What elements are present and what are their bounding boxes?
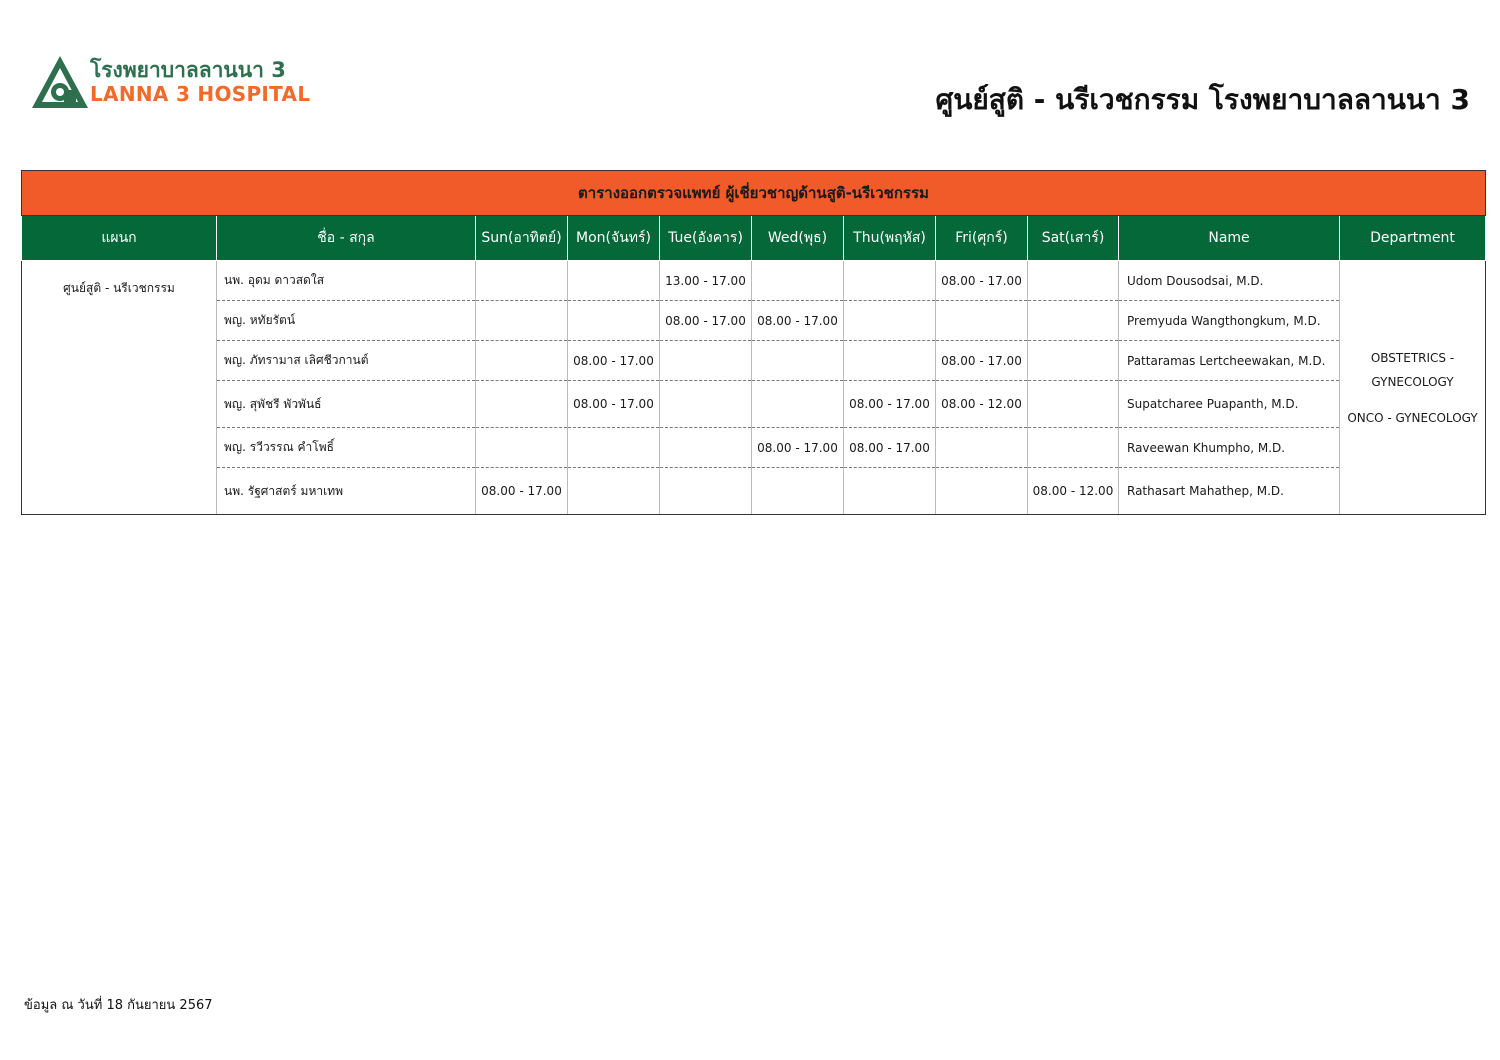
schedule-sun — [476, 301, 568, 341]
table-row — [22, 341, 1486, 381]
doctor-schedule-table — [21, 170, 1486, 515]
schedule-sun: 08.00 - 17.00 — [476, 468, 568, 515]
header-tue: Tue(อังคาร) — [660, 216, 752, 261]
schedule-wed: 08.00 - 17.00 — [752, 428, 844, 468]
schedule-sat — [1028, 261, 1119, 301]
header-dept-thai: แผนก — [22, 216, 217, 261]
doctor-name-thai: นพ. อุดม ดาวสดใส — [217, 261, 476, 301]
doctor-name-english: Premyuda Wangthongkum, M.D. — [1119, 301, 1340, 341]
schedule-sat — [1028, 428, 1119, 468]
table-row — [22, 468, 1486, 515]
schedule-tue — [660, 341, 752, 381]
schedule-mon — [568, 468, 660, 515]
schedule-wed — [752, 261, 844, 301]
schedule-mon — [568, 261, 660, 301]
hospital-logo — [30, 52, 330, 112]
schedule-thu — [844, 341, 936, 381]
doctor-name-english: Raveewan Khumpho, M.D. — [1119, 428, 1340, 468]
schedule-sat: 08.00 - 12.00 — [1028, 468, 1119, 515]
hospital-a-logo-icon — [30, 54, 90, 110]
department-english-line-2: GYNECOLOGY — [1371, 374, 1454, 389]
doctor-name-thai: พญ. รวีวรรณ คำโพธิ์ — [217, 428, 476, 468]
table-row — [22, 381, 1486, 428]
header-name-thai: ชื่อ - สกุล — [217, 216, 476, 261]
department-english-line-3: ONCO - GYNECOLOGY — [1347, 410, 1478, 425]
schedule-tue — [660, 468, 752, 515]
department-english-cell — [1340, 261, 1486, 515]
schedule-tue — [660, 381, 752, 428]
schedule-tue — [660, 428, 752, 468]
department-english-line-1: OBSTETRICS - — [1370, 350, 1455, 365]
doctor-name-thai: พญ. ภัทรามาส เลิศชีวกานต์ — [217, 341, 476, 381]
schedule-thu: 08.00 - 17.00 — [844, 428, 936, 468]
schedule-tue: 08.00 - 17.00 — [660, 301, 752, 341]
header-name-english: Name — [1119, 216, 1340, 261]
schedule-mon — [568, 428, 660, 468]
header-mon: Mon(จันทร์) — [568, 216, 660, 261]
header-sat: Sat(เสาร์) — [1028, 216, 1119, 261]
schedule-fri — [936, 428, 1028, 468]
doctor-name-english: Udom Dousodsai, M.D. — [1119, 261, 1340, 301]
schedule-thu — [844, 468, 936, 515]
table-row — [22, 301, 1486, 341]
table-row — [22, 428, 1486, 468]
schedule-wed: 08.00 - 17.00 — [752, 301, 844, 341]
schedule-mon — [568, 301, 660, 341]
schedule-sun — [476, 381, 568, 428]
table-banner: ตารางออกตรวจแพทย์ ผู้เชี่ยวชาญด้านสูติ-นรีเวชกรรม — [22, 171, 1486, 216]
schedule-sat — [1028, 341, 1119, 381]
schedule-thu: 08.00 - 17.00 — [844, 381, 936, 428]
schedule-sun — [476, 261, 568, 301]
schedule-sun — [476, 341, 568, 381]
logo-name-english: LANNA 3 HOSPITAL — [90, 82, 311, 106]
table-row — [22, 261, 1486, 301]
schedule-wed — [752, 341, 844, 381]
schedule-fri — [936, 468, 1028, 515]
doctor-name-english: Pattaramas Lertcheewakan, M.D. — [1119, 341, 1340, 381]
schedule-tue: 13.00 - 17.00 — [660, 261, 752, 301]
doctor-name-english: Rathasart Mahathep, M.D. — [1119, 468, 1340, 515]
header-thu: Thu(พฤหัส) — [844, 216, 936, 261]
schedule-sun — [476, 428, 568, 468]
schedule-wed — [752, 381, 844, 428]
schedule-mon: 08.00 - 17.00 — [568, 381, 660, 428]
schedule-mon: 08.00 - 17.00 — [568, 341, 660, 381]
doctor-name-thai: พญ. หทัยรัตน์ — [217, 301, 476, 341]
header-fri: Fri(ศุกร์) — [936, 216, 1028, 261]
department-thai-cell: ศูนย์สูติ - นรีเวชกรรม — [22, 261, 217, 515]
doctor-name-thai: นพ. รัฐศาสตร์ มหาเทพ — [217, 468, 476, 515]
schedule-thu — [844, 261, 936, 301]
logo-name-thai: โรงพยาบาลลานนา 3 — [90, 58, 286, 82]
schedule-wed — [752, 468, 844, 515]
doctor-name-thai: พญ. สุพัชรี พัวพันธ์ — [217, 381, 476, 428]
schedule-thu — [844, 301, 936, 341]
schedule-fri: 08.00 - 12.00 — [936, 381, 1028, 428]
schedule-fri — [936, 301, 1028, 341]
doctor-name-english: Supatcharee Puapanth, M.D. — [1119, 381, 1340, 428]
page-title: ศูนย์สูติ - นรีเวชกรรม โรงพยาบาลลานนา 3 — [935, 83, 1470, 116]
schedule-sat — [1028, 301, 1119, 341]
header-wed: Wed(พุธ) — [752, 216, 844, 261]
data-date-footer: ข้อมูล ณ วันที่ 18 กันยายน 2567 — [24, 998, 213, 1013]
header-sun: Sun(อาทิตย์) — [476, 216, 568, 261]
schedule-fri: 08.00 - 17.00 — [936, 261, 1028, 301]
header-department-english: Department — [1340, 216, 1486, 261]
schedule-sat — [1028, 381, 1119, 428]
schedule-fri: 08.00 - 17.00 — [936, 341, 1028, 381]
